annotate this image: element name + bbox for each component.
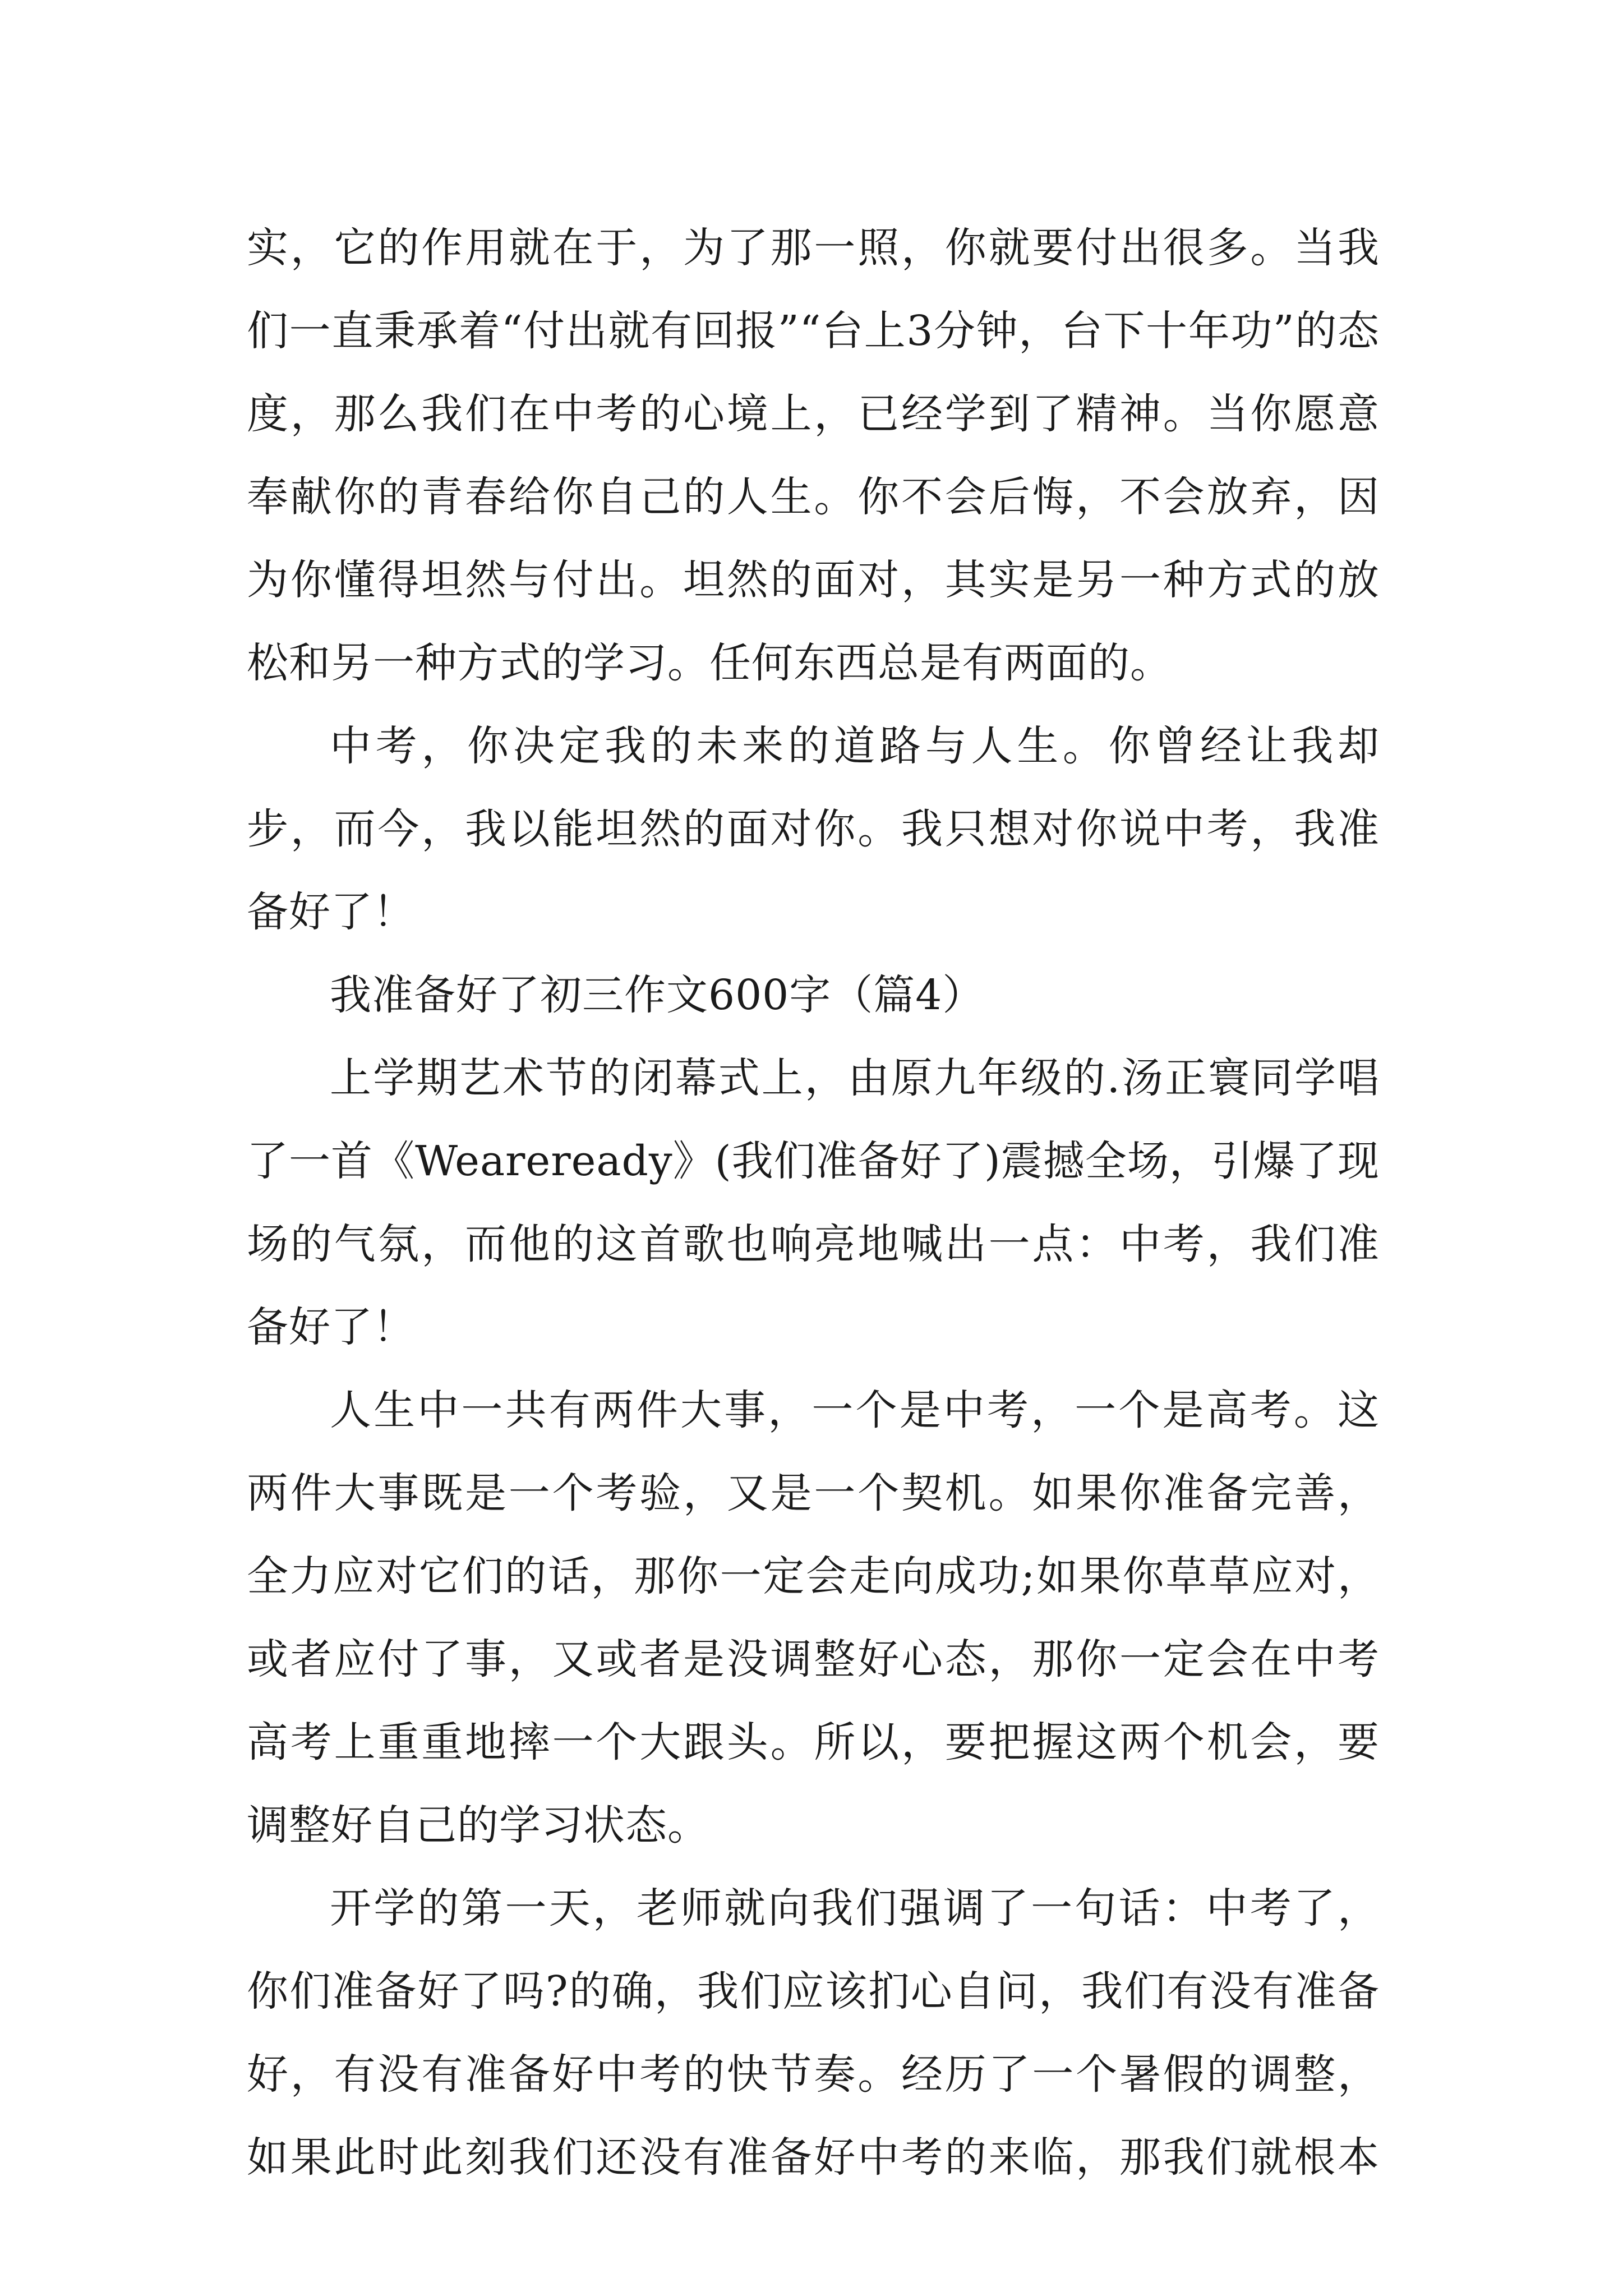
document-body [247, 206, 1380, 2199]
paragraph-conclusion: 中考，你决定我的未来的道路与人生。你曾经让我却步，而今，我以能坦然的面对你。我只想对你说中考，我准备好了！ [247, 722, 1380, 936]
paragraph-continuation: 实，它的作用就在于，为了那一照，你就要付出很多。当我们一直秉承着“付出就有回报”“台上3分钟，台下十年功”的态度，那么我们在中考的心境上，已经学到了精神。当你愿意奉献你的青春给你自己的人生。你不会后悔，不会放弃，因为你懂得坦然与付出。坦然的面对，其实是另一种方式的放松和另一种方式的学习。任何东西总是有两面的。 [247, 224, 1380, 687]
paragraph-art-festival: 上学期艺术节的闭幕式上，由原九年级的.汤正寰同学唱了一首《Weareready》(我们准备好了)震撼全场，引爆了现场的气氛，而他的这首歌也响亮地喊出一点：中考，我们准备好了！ [247, 1054, 1380, 1351]
paragraph-two-events: 人生中一共有两件大事，一个是中考，一个是高考。这两件大事既是一个考验，又是一个契机。如果你准备完善，全力应对它们的话，那你一定会走向成功;如果你草草应对，或者应付了事，又或者是没调整好心态，那你一定会在中考高考上重重地摔一个大跟头。所以，要把握这两个机会，要调整好自己的学习状态。 [247, 1386, 1380, 1849]
essay-heading: 我准备好了初三作文600字（篇4） [330, 971, 985, 1019]
paragraph-first-day: 开学的第一天，老师就向我们强调了一句话：中考了，你们准备好了吗?的确，我们应该扪心自问，我们有没有准备好，有没有准备好中考的快节奏。经历了一个暑假的调整，如果此时此刻我们还没有准备好中考的来临，那我们就根本 [247, 1884, 1380, 2182]
